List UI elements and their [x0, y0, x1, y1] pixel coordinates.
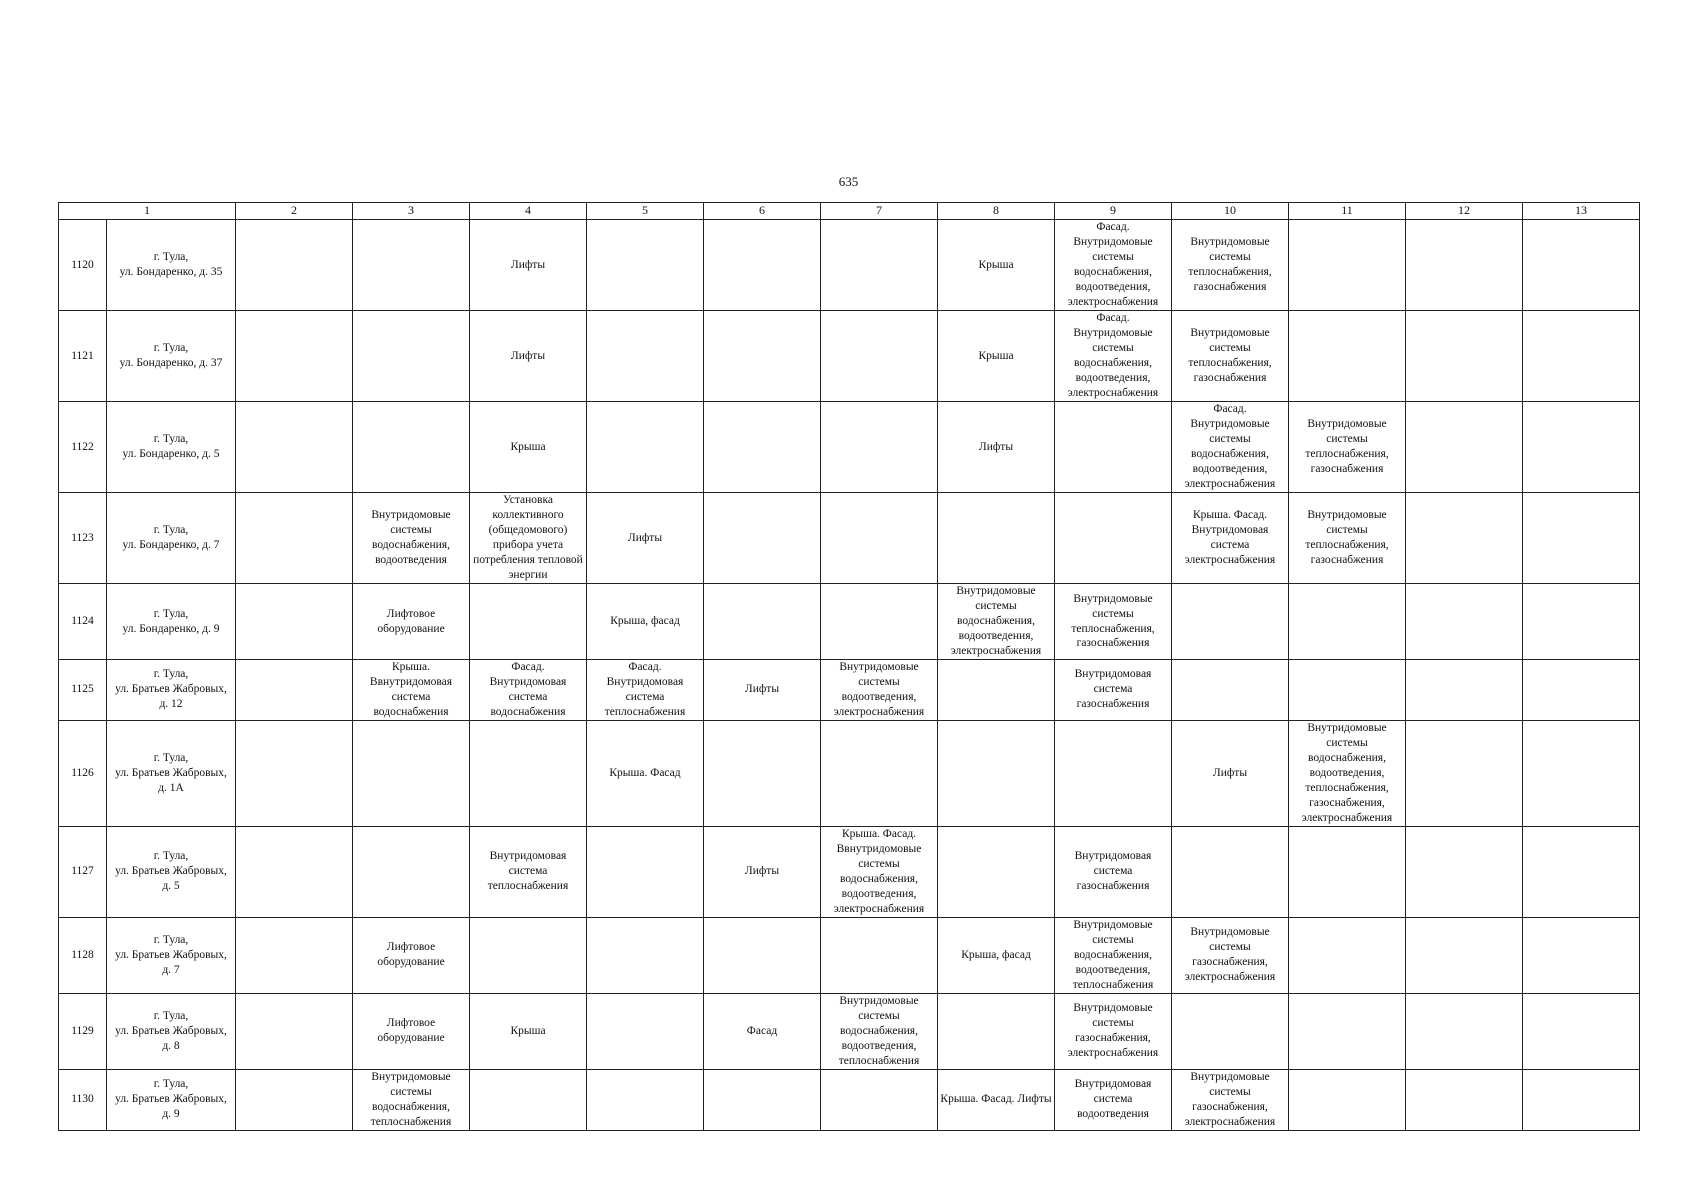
column-header: 3 [353, 203, 470, 220]
work-cell [236, 993, 353, 1069]
work-cell: Лифты [470, 220, 587, 311]
address-cell [107, 493, 236, 584]
work-cell: Крыша, фасад [587, 584, 704, 660]
work-cell [1406, 993, 1523, 1069]
work-cell [1406, 584, 1523, 660]
work-cell [821, 584, 938, 660]
column-header: 7 [821, 203, 938, 220]
work-cell [236, 311, 353, 402]
work-cell [1406, 1069, 1523, 1130]
work-cell [704, 917, 821, 993]
table-row [59, 660, 1640, 721]
work-cell: Лифты [587, 493, 704, 584]
address-line: ул. Бондаренко, д. 5 [122, 448, 220, 460]
address-line: г. Тула, [153, 1078, 189, 1091]
work-cell [704, 493, 821, 584]
work-cell [470, 720, 587, 826]
work-cell: Крыша [938, 220, 1055, 311]
work-cell [1406, 826, 1523, 917]
address-line: ул. Братьев Жабровых, [115, 948, 227, 961]
work-cell [938, 660, 1055, 721]
work-cell [587, 311, 704, 402]
row-number: 1130 [59, 1069, 107, 1130]
column-header: 5 [587, 203, 704, 220]
work-cell: Крыша [470, 993, 587, 1069]
column-header: 9 [1055, 203, 1172, 220]
work-cell: Внутридомовые системы газоснабжения, электроснабжения [1172, 1069, 1289, 1130]
work-cell [1289, 1069, 1406, 1130]
work-cell [938, 493, 1055, 584]
work-cell: Фасад. Внутридомовые системы водоснабжения, водоотведения, электроснабжения [1172, 402, 1289, 493]
work-cell: Крыша. Фасад. Внутридомовая система электроснабжения [1172, 493, 1289, 584]
work-cell [353, 720, 470, 826]
address-cell [107, 402, 236, 493]
address-line: г. Тула, [153, 524, 189, 537]
work-cell: Фасад. Внутридомовая система водоснабжения [470, 660, 587, 721]
work-cell [1406, 311, 1523, 402]
repair-schedule-table [58, 202, 1640, 1131]
address-cell [107, 660, 236, 721]
work-cell: Внутридомовые системы теплоснабжения, газоснабжения [1172, 220, 1289, 311]
work-cell: Внутридомовая система водоотведения [1055, 1069, 1172, 1130]
address-line: ул. Бондаренко, д. 37 [119, 357, 223, 369]
address-cell [107, 720, 236, 826]
work-cell [236, 826, 353, 917]
work-cell [353, 402, 470, 493]
address-line: ул. Братьев Жабровых, [115, 683, 227, 696]
table-row [59, 311, 1640, 402]
work-cell: Лифты [1172, 720, 1289, 826]
work-cell [1289, 220, 1406, 311]
work-cell [236, 720, 353, 826]
address-line: д. 12 [159, 698, 183, 711]
address-line: ул. Бондаренко, д. 7 [122, 539, 220, 551]
work-cell: Внутридомовые системы теплоснабжения, газоснабжения [1055, 584, 1172, 660]
work-cell: Крыша. Фасад [587, 720, 704, 826]
address-line: д. 8 [162, 1039, 180, 1052]
work-cell [1406, 660, 1523, 721]
work-cell [704, 720, 821, 826]
work-cell [704, 1069, 821, 1130]
table-row [59, 1069, 1640, 1130]
work-cell [353, 220, 470, 311]
address-line: ул. Братьев Жабровых, [115, 865, 227, 878]
address-cell [107, 826, 236, 917]
work-cell: Внутридомовые системы водоснабжения, теплоснабжения [353, 1069, 470, 1130]
work-cell [1172, 584, 1289, 660]
work-cell: Лифтовое оборудование [353, 584, 470, 660]
work-cell [1406, 220, 1523, 311]
work-cell [236, 660, 353, 721]
work-cell [1172, 993, 1289, 1069]
work-cell: Внутридомовые системы водоснабжения, водоотведения, электроснабжения [938, 584, 1055, 660]
work-cell [1523, 493, 1640, 584]
address-line: ул. Братьев Жабровых, [115, 766, 227, 779]
work-cell [1523, 993, 1640, 1069]
table-row [59, 220, 1640, 311]
work-cell [1523, 1069, 1640, 1130]
work-cell: Внутридомовые системы водоснабжения, водоотведения [353, 493, 470, 584]
work-cell [587, 402, 704, 493]
table-row [59, 826, 1640, 917]
address-line: ул. Братьев Жабровых, [115, 1093, 227, 1106]
row-number: 1122 [59, 402, 107, 493]
work-cell: Лифты [704, 660, 821, 721]
row-number: 1127 [59, 826, 107, 917]
work-cell [1406, 917, 1523, 993]
work-cell [587, 826, 704, 917]
work-cell [1055, 493, 1172, 584]
address-line: г. Тула, [153, 751, 189, 764]
work-cell: Внутридомовая система газоснабжения [1055, 826, 1172, 917]
address-cell [107, 220, 236, 311]
work-cell [1523, 220, 1640, 311]
column-header: 4 [470, 203, 587, 220]
row-number: 1123 [59, 493, 107, 584]
address-line: ул. Бондаренко, д. 9 [122, 622, 220, 635]
row-number: 1128 [59, 917, 107, 993]
work-cell: Внутридомовые системы газоснабжения, электроснабжения [1055, 993, 1172, 1069]
column-header: 11 [1289, 203, 1406, 220]
address-line: г. Тула, [153, 1009, 189, 1022]
work-cell: Установка коллективного (общедомового) прибора учета потребления тепловой энергии [470, 493, 587, 584]
address-line: г. Тула, [153, 433, 189, 446]
work-cell: Крыша [470, 402, 587, 493]
row-number: 1124 [59, 584, 107, 660]
work-cell [236, 917, 353, 993]
work-cell [470, 917, 587, 993]
work-cell: Внутридомовые системы водоснабжения, водоотведения, теплоснабжения [1055, 917, 1172, 993]
address-line: ул. Братьев Жабровых, [115, 1024, 227, 1037]
column-header: 12 [1406, 203, 1523, 220]
work-cell [587, 917, 704, 993]
work-cell [821, 1069, 938, 1130]
address-line: г. Тула, [153, 342, 189, 355]
column-number-row [59, 203, 1640, 220]
work-cell [821, 917, 938, 993]
work-cell: Внутридомовые системы водоснабжения, водоотведения, теплоснабжения [821, 993, 938, 1069]
work-cell [236, 493, 353, 584]
work-cell [1523, 720, 1640, 826]
work-cell: Внутридомовые системы водоснабжения, водоотведения, теплоснабжения, газоснабжения, электроснабжения [1289, 720, 1406, 826]
work-cell [587, 1069, 704, 1130]
address-line: г. Тула, [153, 668, 189, 681]
work-cell [938, 993, 1055, 1069]
work-cell [236, 1069, 353, 1130]
address-cell [107, 1069, 236, 1130]
work-cell: Лифты [704, 826, 821, 917]
work-cell [1289, 993, 1406, 1069]
address-line: д. 5 [162, 880, 180, 893]
work-cell [236, 402, 353, 493]
row-number: 1125 [59, 660, 107, 721]
work-cell: Внутридомовая система теплоснабжения [470, 826, 587, 917]
work-cell [1523, 660, 1640, 721]
work-cell [1289, 660, 1406, 721]
work-cell [353, 826, 470, 917]
work-cell: Лифтовое оборудование [353, 917, 470, 993]
work-cell: Внутридомовые системы теплоснабжения, газоснабжения [1172, 311, 1289, 402]
column-header: 2 [236, 203, 353, 220]
work-cell [821, 220, 938, 311]
address-line: г. Тула, [153, 251, 189, 264]
work-cell [704, 584, 821, 660]
work-cell: Фасад. Внутридомовые системы водоснабжения, водоотведения, электроснабжения [1055, 220, 1172, 311]
address-line: г. Тула, [153, 933, 189, 946]
work-cell: Крыша. Фасад. Лифты [938, 1069, 1055, 1130]
work-cell [704, 220, 821, 311]
work-cell [353, 311, 470, 402]
work-cell [1055, 720, 1172, 826]
work-cell [938, 826, 1055, 917]
row-number: 1121 [59, 311, 107, 402]
work-cell [821, 311, 938, 402]
address-line: д. 1А [158, 781, 184, 794]
address-line: д. 9 [162, 1108, 180, 1121]
work-cell [1172, 826, 1289, 917]
address-line: г. Тула, [153, 607, 189, 620]
work-cell [1172, 660, 1289, 721]
work-cell: Лифтовое оборудование [353, 993, 470, 1069]
work-cell [1289, 826, 1406, 917]
address-cell [107, 993, 236, 1069]
work-cell: Фасад. Внутридомовые системы водоснабжения, водоотведения, электроснабжения [1055, 311, 1172, 402]
work-cell [821, 493, 938, 584]
work-cell [587, 220, 704, 311]
work-cell [1523, 826, 1640, 917]
address-cell [107, 584, 236, 660]
work-cell [821, 402, 938, 493]
column-header: 1 [59, 203, 236, 220]
work-cell [1289, 584, 1406, 660]
row-number: 1120 [59, 220, 107, 311]
work-cell [236, 584, 353, 660]
work-cell: Крыша. Ввнутридомовая система водоснабжения [353, 660, 470, 721]
work-cell [1406, 493, 1523, 584]
column-header: 6 [704, 203, 821, 220]
work-cell [1523, 402, 1640, 493]
work-cell [1406, 720, 1523, 826]
address-cell [107, 917, 236, 993]
work-cell: Фасад [704, 993, 821, 1069]
table-row [59, 720, 1640, 826]
work-cell [1055, 402, 1172, 493]
address-cell [107, 311, 236, 402]
work-cell: Крыша. Фасад. Ввнутридомовые системы водоснабжения, водоотведения, электроснабжения [821, 826, 938, 917]
work-cell [1289, 917, 1406, 993]
table-row [59, 584, 1640, 660]
work-cell [938, 720, 1055, 826]
work-cell: Внутридомовые системы газоснабжения, электроснабжения [1172, 917, 1289, 993]
work-cell [1406, 402, 1523, 493]
table-row [59, 917, 1640, 993]
work-cell [704, 402, 821, 493]
work-cell [236, 220, 353, 311]
address-line: ул. Бондаренко, д. 35 [119, 266, 223, 278]
column-header: 13 [1523, 203, 1640, 220]
work-cell [470, 584, 587, 660]
table-row [59, 993, 1640, 1069]
work-cell [470, 1069, 587, 1130]
work-cell: Крыша, фасад [938, 917, 1055, 993]
work-cell [1523, 584, 1640, 660]
row-number: 1126 [59, 720, 107, 826]
page-number: 635 [838, 174, 859, 189]
work-cell: Лифты [938, 402, 1055, 493]
work-cell [821, 720, 938, 826]
work-cell: Фасад. Внутридомовая система теплоснабжения [587, 660, 704, 721]
address-line: д. 7 [162, 963, 180, 976]
work-cell: Лифты [470, 311, 587, 402]
work-cell [1289, 311, 1406, 402]
row-number: 1129 [59, 993, 107, 1069]
work-cell [1523, 917, 1640, 993]
work-cell: Внутридомовые системы теплоснабжения, газоснабжения [1289, 493, 1406, 584]
address-line: г. Тула, [153, 850, 189, 863]
work-cell [1523, 311, 1640, 402]
table-row [59, 402, 1640, 493]
column-header: 10 [1172, 203, 1289, 220]
work-cell: Внутридомовая система газоснабжения [1055, 660, 1172, 721]
column-header: 8 [938, 203, 1055, 220]
work-cell [704, 311, 821, 402]
table-row [59, 493, 1640, 584]
work-cell: Внутридомовые системы теплоснабжения, газоснабжения [1289, 402, 1406, 493]
work-cell [587, 993, 704, 1069]
work-cell: Крыша [938, 311, 1055, 402]
work-cell: Внутридомовые системы водоотведения, электроснабжения [821, 660, 938, 721]
